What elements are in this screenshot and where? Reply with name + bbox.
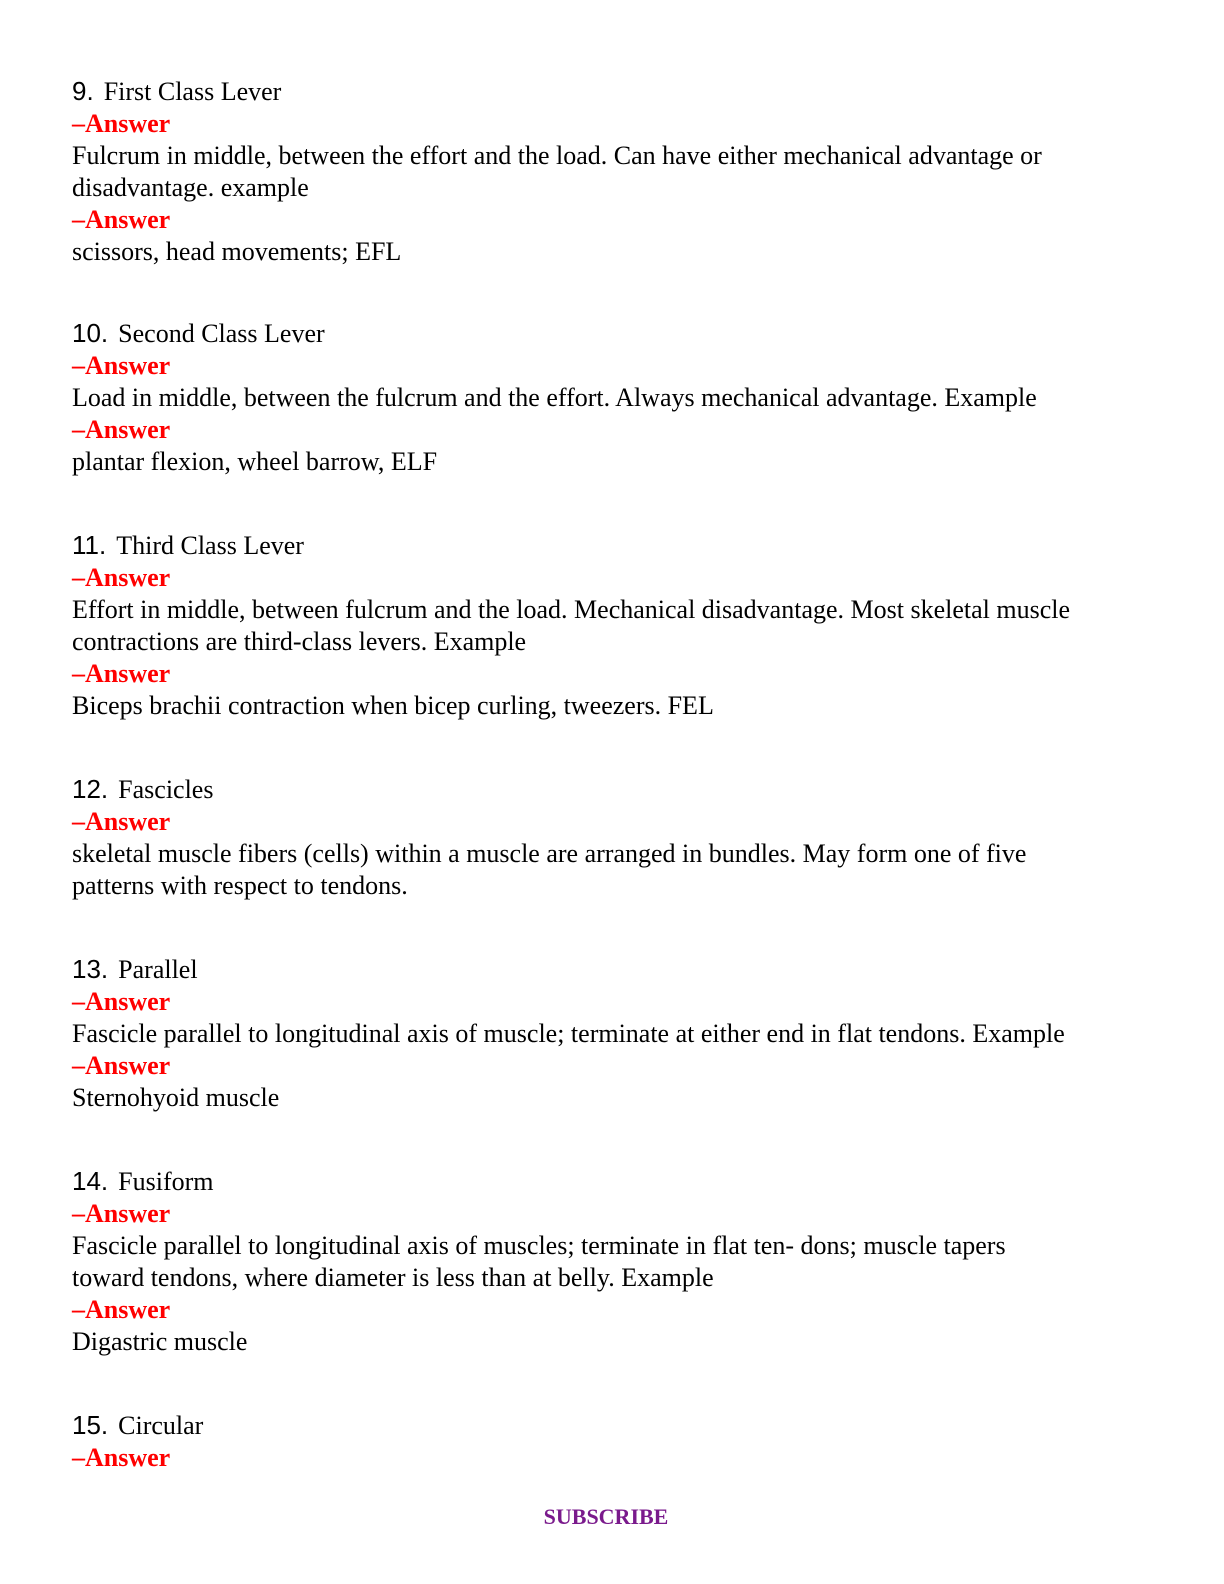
answer-label: –Answer <box>72 659 171 688</box>
question-heading <box>72 74 1152 108</box>
answer-label: –Answer <box>72 1295 171 1324</box>
answer-label: –Answer <box>72 563 171 592</box>
question-heading <box>72 772 1152 806</box>
answer-text: plantar flexion, wheel barrow, ELF <box>72 447 438 476</box>
answer-text: Biceps brachii contraction when bicep curling, tweezers. FEL <box>72 691 714 720</box>
question-heading <box>72 528 1152 562</box>
answer-label: –Answer <box>72 1051 171 1080</box>
answer-text: scissors, head movements; EFL <box>72 237 402 266</box>
answer-text: Sternohyoid muscle <box>72 1083 280 1112</box>
question-title: Fascicles <box>118 775 214 804</box>
question-item-12 <box>72 772 1152 902</box>
document-page <box>72 74 1152 1474</box>
answer-text: Effort in middle, between fulcrum and the load. Mechanical disadvantage. Most skeletal muscle contractions are third-class levers. Example <box>72 595 1071 656</box>
answer-label: –Answer <box>72 351 171 380</box>
question-number: 10. <box>72 318 109 348</box>
question-title: Parallel <box>118 955 198 984</box>
question-title: First Class Lever <box>103 77 282 106</box>
answer-label: –Answer <box>72 807 171 836</box>
question-number: 15. <box>72 1410 109 1440</box>
question-number: 13. <box>72 954 109 984</box>
answer-label: –Answer <box>72 1443 171 1472</box>
answer-text: Fascicle parallel to longitudinal axis of muscles; terminate in flat ten- dons; muscle tapers toward tendons, where diameter is less than at belly. Example <box>72 1231 1006 1292</box>
answer-label: –Answer <box>72 1199 171 1228</box>
question-item-11 <box>72 528 1152 722</box>
question-number: 11. <box>72 530 107 560</box>
question-item-15 <box>72 1408 1152 1474</box>
question-item-10 <box>72 316 1152 478</box>
answer-text: skeletal muscle fibers (cells) within a muscle are arranged in bundles. May form one of five patterns with respect to tendons. <box>72 839 1027 900</box>
question-title: Third Class Lever <box>116 531 304 560</box>
question-number: 14. <box>72 1166 109 1196</box>
question-title: Fusiform <box>118 1167 214 1196</box>
question-heading <box>72 1408 1152 1442</box>
answer-text: Fascicle parallel to longitudinal axis of muscle; terminate at either end in flat tendons. Example <box>72 1019 1065 1048</box>
answer-label: –Answer <box>72 987 171 1016</box>
answer-label: –Answer <box>72 205 171 234</box>
question-title: Circular <box>118 1411 204 1440</box>
question-number: 12. <box>72 774 109 804</box>
question-number: 9. <box>72 76 94 106</box>
question-item-14 <box>72 1164 1152 1358</box>
answer-text: Load in middle, between the fulcrum and the effort. Always mechanical advantage. Example <box>72 383 1037 412</box>
subscribe-link[interactable]: SUBSCRIBE <box>543 1504 669 1529</box>
question-item-9 <box>72 74 1152 268</box>
question-heading <box>72 952 1152 986</box>
answer-text: Digastric muscle <box>72 1327 248 1356</box>
question-title: Second Class Lever <box>118 319 325 348</box>
question-item-13 <box>72 952 1152 1114</box>
answer-label: –Answer <box>72 109 171 138</box>
question-heading <box>72 1164 1152 1198</box>
answer-label: –Answer <box>72 415 171 444</box>
answer-text: Fulcrum in middle, between the effort and the load. Can have either mechanical advantage or disadvantage. example <box>72 141 1042 202</box>
question-heading <box>72 316 1152 350</box>
